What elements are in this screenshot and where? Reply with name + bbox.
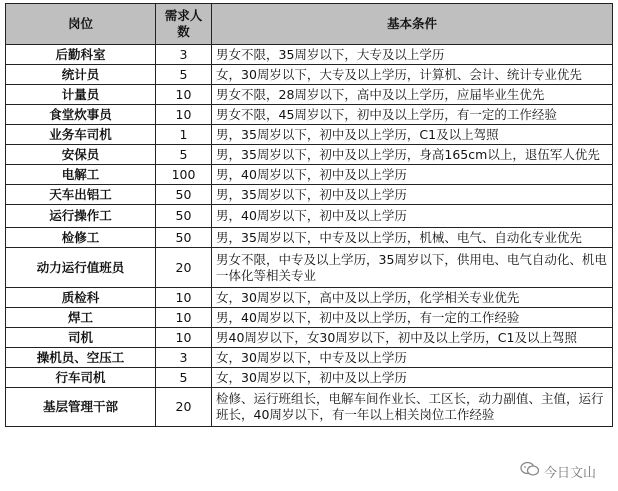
cell-requirements: 男40周岁以下，女30周岁以下，初中及以上学历，C1及以上驾照 <box>212 328 613 348</box>
cell-count: 20 <box>156 248 212 288</box>
cell-position: 统计员 <box>6 65 156 85</box>
cell-count: 10 <box>156 328 212 348</box>
cell-position: 焊工 <box>6 308 156 328</box>
table-row <box>6 65 613 85</box>
cell-count: 50 <box>156 228 212 248</box>
cell-requirements: 男，35周岁以下，中专及以上学历，机械、电气、自动化专业优先 <box>212 228 613 248</box>
table-row <box>6 288 613 308</box>
cell-requirements: 男，40周岁以下，初中及以上学历 <box>212 205 613 228</box>
cell-position: 动力运行值班员 <box>6 248 156 288</box>
table-row <box>6 205 613 228</box>
header-requirements: 基本条件 <box>212 4 613 45</box>
cell-position: 行车司机 <box>6 368 156 388</box>
cell-count: 10 <box>156 85 212 105</box>
cell-requirements: 女，30周岁以下，大专及以上学历，计算机、会计、统计专业优先 <box>212 65 613 85</box>
cell-position: 电解工 <box>6 165 156 185</box>
cell-count: 50 <box>156 185 212 205</box>
cell-requirements: 女，30周岁以下，高中及以上学历，化学相关专业优先 <box>212 288 613 308</box>
cell-count: 3 <box>156 348 212 368</box>
table-row <box>6 248 613 288</box>
table-row <box>6 85 613 105</box>
table-row <box>6 328 613 348</box>
cell-count: 10 <box>156 105 212 125</box>
table-row <box>6 165 613 185</box>
cell-position: 质检科 <box>6 288 156 308</box>
wechat-icon <box>520 461 540 481</box>
cell-requirements: 男，40周岁以下，初中及以上学历，有一定的工作经验 <box>212 308 613 328</box>
cell-count: 10 <box>156 308 212 328</box>
cell-count: 20 <box>156 388 212 427</box>
cell-count: 5 <box>156 368 212 388</box>
cell-count: 5 <box>156 145 212 165</box>
cell-requirements: 男女不限，中专及以上学历，35周岁以下，供用电、电气自动化、机电一体化等相关专业 <box>212 248 613 288</box>
cell-requirements: 男女不限，28周岁以下，高中及以上学历，应届毕业生优先 <box>212 85 613 105</box>
header-position: 岗位 <box>6 4 156 45</box>
cell-position: 食堂炊事员 <box>6 105 156 125</box>
table-header-row <box>6 4 613 45</box>
recruitment-table-page <box>5 3 613 488</box>
table-row <box>6 348 613 368</box>
header-count: 需求人数 <box>156 4 212 45</box>
table-row <box>6 308 613 328</box>
table-row <box>6 388 613 427</box>
cell-position: 操机员、空压工 <box>6 348 156 368</box>
cell-position: 天车出铝工 <box>6 185 156 205</box>
table-row <box>6 228 613 248</box>
cell-requirements: 男女不限，35周岁以下，大专及以上学历 <box>212 45 613 65</box>
table-row <box>6 368 613 388</box>
watermark <box>517 460 599 482</box>
cell-position: 安保员 <box>6 145 156 165</box>
cell-requirements: 男，35周岁以下，初中及以上学历，身高165cm以上，退伍军人优先 <box>212 145 613 165</box>
cell-count: 10 <box>156 288 212 308</box>
cell-count: 100 <box>156 165 212 185</box>
table-row <box>6 105 613 125</box>
table-row <box>6 145 613 165</box>
cell-requirements: 检修、运行班组长，电解车间作业长、工区长，动力副值、主值，运行班长，40周岁以下，有一年以上相关岗位工作经验 <box>212 388 613 427</box>
cell-count: 3 <box>156 45 212 65</box>
cell-position: 后勤科室 <box>6 45 156 65</box>
cell-requirements: 男，35周岁以下，初中及以上学历，C1及以上驾照 <box>212 125 613 145</box>
table-row <box>6 185 613 205</box>
table-row <box>6 45 613 65</box>
cell-position: 基层管理干部 <box>6 388 156 427</box>
recruitment-table <box>5 3 613 427</box>
cell-count: 1 <box>156 125 212 145</box>
cell-requirements: 女，30周岁以下，中专及以上学历 <box>212 348 613 368</box>
cell-position: 运行操作工 <box>6 205 156 228</box>
cell-requirements: 男，35周岁以下，初中及以上学历 <box>212 185 613 205</box>
cell-position: 业务车司机 <box>6 125 156 145</box>
cell-position: 计量员 <box>6 85 156 105</box>
cell-position: 司机 <box>6 328 156 348</box>
table-row <box>6 125 613 145</box>
cell-count: 50 <box>156 205 212 228</box>
cell-position: 检修工 <box>6 228 156 248</box>
watermark-text: 今日文山 <box>543 465 596 481</box>
cell-count: 5 <box>156 65 212 85</box>
cell-requirements: 男女不限，45周岁以下，初中及以上学历，有一定的工作经验 <box>212 105 613 125</box>
cell-requirements: 男，40周岁以下，初中及以上学历 <box>212 165 613 185</box>
cell-requirements: 女，30周岁以下，初中及以上学历 <box>212 368 613 388</box>
